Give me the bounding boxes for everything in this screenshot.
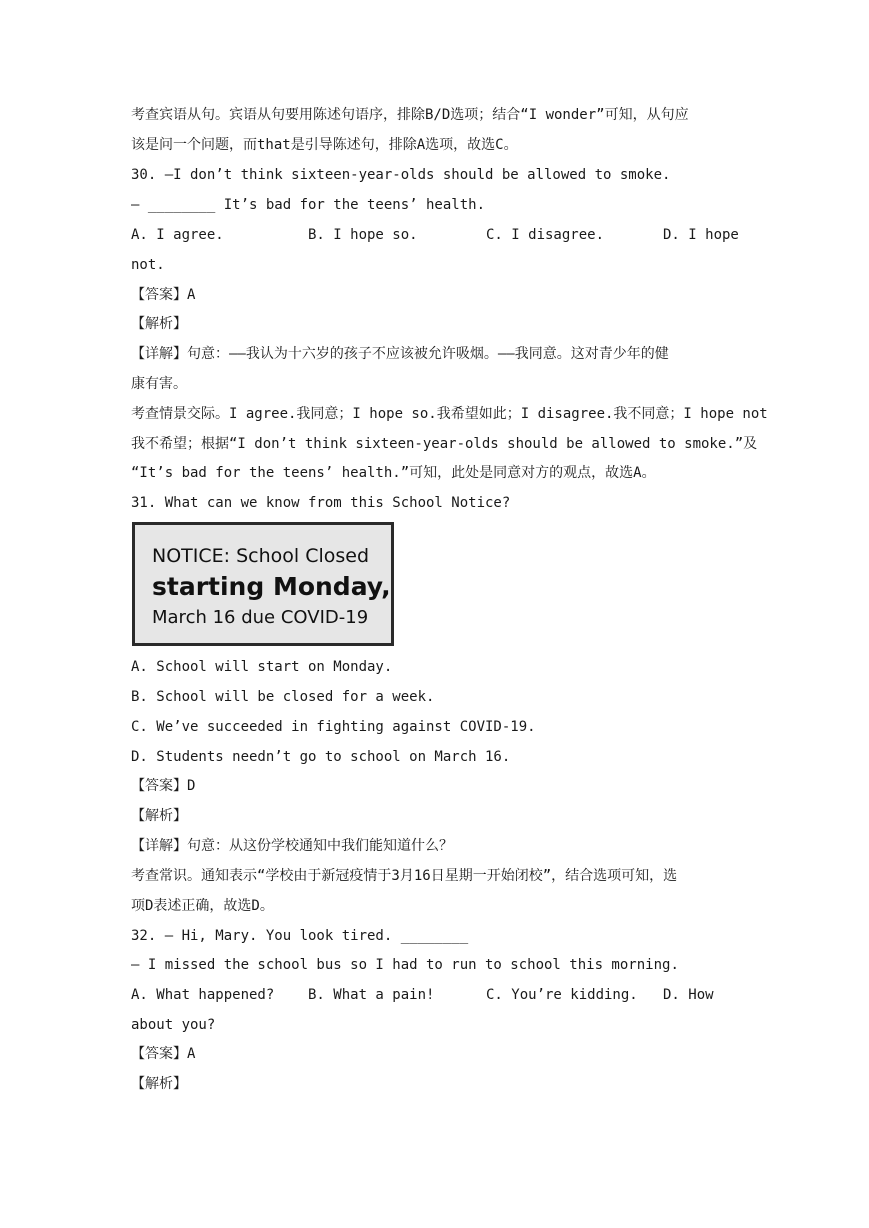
option-b: B. School will be closed for a week. bbox=[131, 689, 435, 705]
option-a: A. I agree. bbox=[131, 227, 224, 243]
detail: 【详解】句意：从这份学校通知中我们能知道什么？ bbox=[131, 838, 453, 854]
question-31: 31. What can we know from this School Notice? bbox=[131, 495, 511, 511]
option-d-cont: not. bbox=[131, 257, 165, 273]
answer: 【答案】A bbox=[131, 287, 196, 303]
analysis-heading: 【解析】 bbox=[131, 1076, 187, 1092]
analysis-heading: 【解析】 bbox=[131, 808, 187, 824]
detail: 【详解】句意：——我认为十六岁的孩子不应该被允许吸烟。——我同意。这对青少年的健 bbox=[131, 346, 669, 362]
option-a: A. School will start on Monday. bbox=[131, 659, 393, 675]
question-32: 32. — Hi, Mary. You look tired. ________ bbox=[131, 928, 469, 944]
explanation: 项D表述正确，故选D。 bbox=[131, 898, 274, 914]
explanation: “It’s bad for the teens’ health.”可知，此处是同意对方的观点，故选A。 bbox=[131, 465, 656, 481]
explanation: 考查情景交际。I agree.我同意；I hope so.我希望如此；I disagree.我不同意；I hope not bbox=[131, 406, 768, 422]
option-d: D. How bbox=[663, 987, 714, 1003]
option-d-cont: about you? bbox=[131, 1017, 216, 1033]
school-notice-image bbox=[132, 522, 394, 646]
answer: 【答案】D bbox=[131, 778, 196, 794]
question-30-reply: — ________ It’s bad for the teens’ health. bbox=[131, 197, 486, 213]
option-c: C. I disagree. bbox=[486, 227, 605, 243]
option-d: D. I hope bbox=[663, 227, 739, 243]
text-line: 考查宾语从句。宾语从句要用陈述句语序，排除B/D选项；结合“I wonder”可知，从句应 bbox=[131, 107, 689, 123]
detail-cont: 康有害。 bbox=[131, 376, 187, 392]
option-c: C. We’ve succeeded in fighting against COVID-19. bbox=[131, 719, 536, 735]
option-d: D. Students needn’t go to school on March 16. bbox=[131, 749, 511, 765]
notice-line-3: March 16 due COVID-19 bbox=[152, 607, 369, 628]
question-32-reply: — I missed the school bus so I had to run to school this morning. bbox=[131, 957, 679, 973]
option-a: A. What happened? bbox=[131, 987, 275, 1003]
notice-line-2: starting Monday, bbox=[152, 572, 391, 601]
option-b: B. I hope so. bbox=[308, 227, 418, 243]
answer: 【答案】A bbox=[131, 1046, 196, 1062]
analysis-heading: 【解析】 bbox=[131, 316, 187, 332]
text-line: 该是问一个问题，而that是引导陈述句，排除A选项，故选C。 bbox=[131, 137, 518, 153]
option-b: B. What a pain! bbox=[308, 987, 435, 1003]
option-c: C. You’re kidding. bbox=[486, 987, 638, 1003]
explanation: 我不希望；根据“I don’t think sixteen-year-olds should be allowed to smoke.”及 bbox=[131, 436, 758, 452]
explanation: 考查常识。通知表示“学校由于新冠疫情于3月16日星期一开始闭校”，结合选项可知，选 bbox=[131, 868, 678, 884]
notice-line-1: NOTICE: School Closed bbox=[152, 545, 370, 567]
question-30: 30. —I don’t think sixteen-year-olds should be allowed to smoke. bbox=[131, 167, 671, 183]
